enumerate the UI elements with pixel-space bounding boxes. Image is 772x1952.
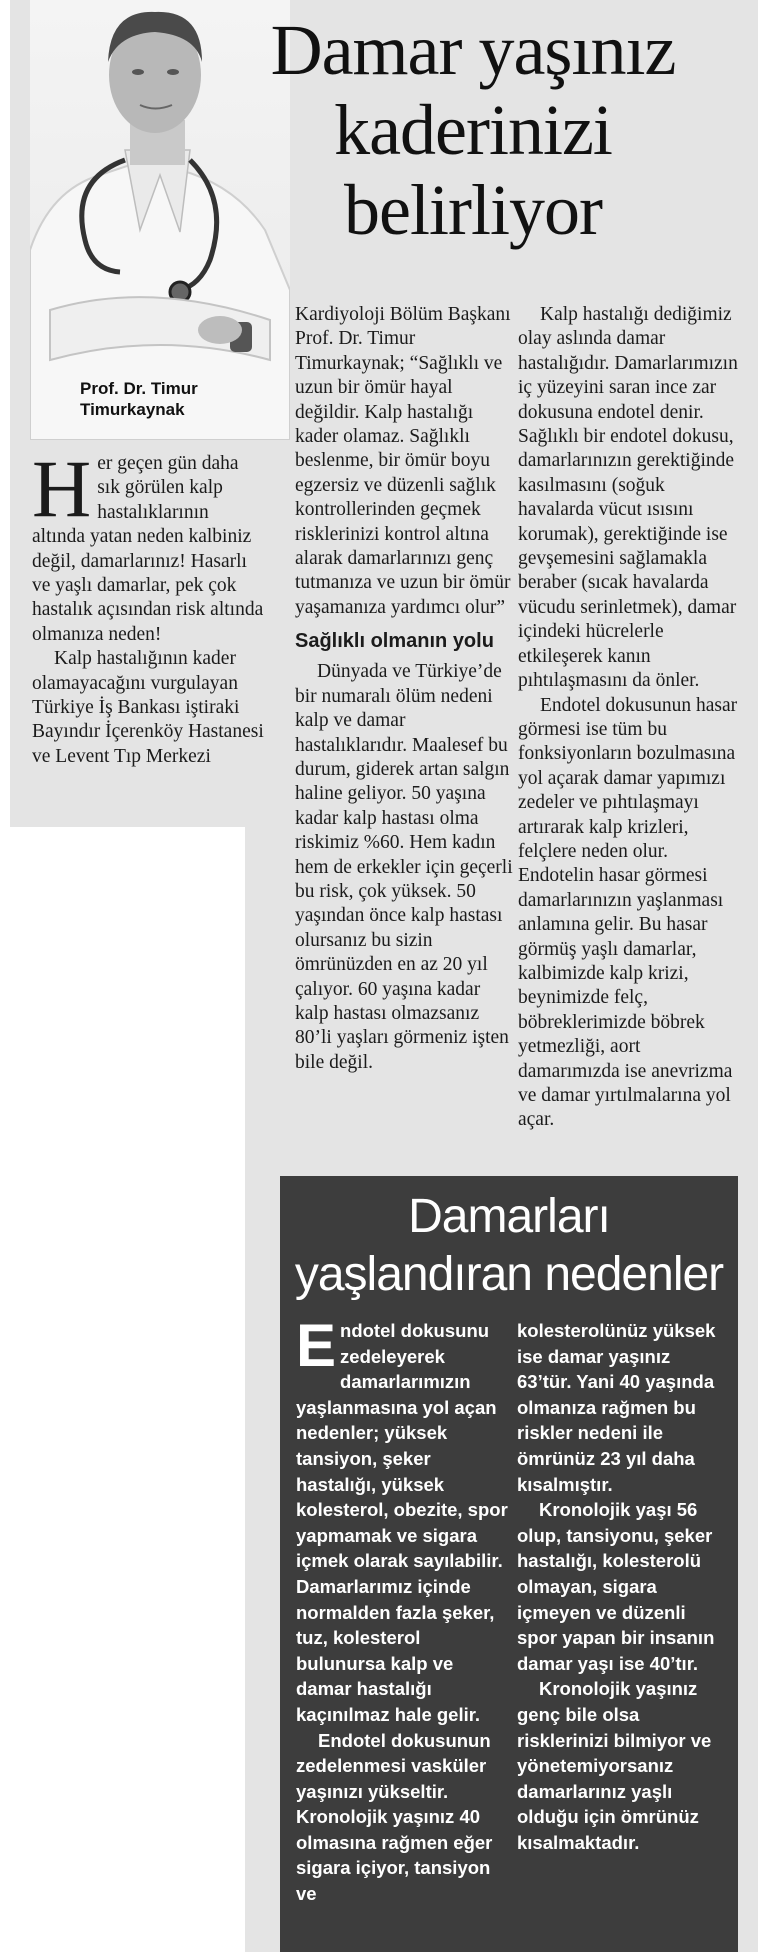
photo-caption: [80, 378, 198, 420]
paragraph: Kardiyoloji Bölüm Başkanı Prof. Dr. Timur Timurkaynak; “Sağlıklı ve uzun bir ömür hayal değildir. Kalp hastalığı kader olamaz. Sağlıklı beslenme, bir ömür boyu egzersiz ve düzenli sağlık kontrollerinden geçmek risklerinizi kontrol altına alarak damarlarınızı genç tutmanıza ve uzun bir ömür yaşamanıza yardımcı olur”: [295, 304, 511, 618]
caption-line-1: Prof. Dr. Timur: [80, 379, 198, 398]
section-subheading: Sağlıklı olmanın yolu: [295, 630, 494, 653]
sidebar-box: [280, 1176, 738, 1952]
paragraph: Endotel dokusunun zedelenmesi vasküler yaşınızı yükseltir. Kronolojik yaşınız 40 olmasına rağmen eğer sigara içiyor, tansiyon ve: [296, 1729, 493, 1905]
page-title: [188, 10, 758, 250]
article-column-2: [295, 303, 517, 1075]
paragraph: Kalp hastalığının kader olamayacağını vurgulayan Türkiye İş Bankası iştiraki Bayındır İçerenköy Hastanesi ve Levent Tıp Merkezi: [32, 648, 264, 767]
drop-cap: E: [296, 1312, 337, 1379]
paragraph-text: er geçen gün daha sık görülen kalp hastalıklarının altında yatan neden kalbiniz değil, damarlarınız! Hasarlı ve yaşlı damarlar, pek çok hastalık açısından risk altında olmanıza neden!: [32, 453, 264, 645]
box-column-1: [296, 1312, 511, 1907]
paragraph: Kronolojik yaşınız genç bile olsa risklerinizi bilmiyor ve yönetemiyorsanız damarlarınız yaşlı olduğu için ömrünüz kısalmaktadır.: [517, 1678, 712, 1853]
box-title-line-1: Damarları: [408, 1190, 610, 1243]
box-title-line-2: yaşlandıran nedenler: [294, 1248, 724, 1301]
article-column-3: [518, 303, 740, 1133]
paragraph: [32, 443, 264, 647]
caption-line-2: Timurkaynak: [80, 400, 185, 419]
paragraph: Kalp hastalığı dediğimiz olay aslında damar hastalığıdır. Damarlarımızın iç yüzeyini saran ince zar dokusuna endotel denir. Sağlıklı bir endotel dokusu, damarlarınızın gerektiğinde kasılmasını (soğuk havalarda vücut ısısını korumak), gerektiğinde ise gevşemesini sağlamakla beraber (sıcak havalarda vücudu serinletmek), damar içindeki hücrelerle etkileşerek kanın pıhtılaşmasını da önler.: [518, 304, 738, 692]
paragraph: Endotel dokusunun hasar görmesi ise tüm bu fonksiyonların bozulmasına yol açarak damar yapımızı zedeler ve pıhtılaşmayı artırarak kalp krizleri, felçlere neden olur. Endotelin hasar görmesi damarlarınızın yaşlanması anlamına gelir. Bu hasar görmüş yaşlı damarlar, kalbimizde kalp krizi, beynimizde felç, böbreklerimizde böbrek yetmezliği, aort damarımızda ise anevrizma ve damar yırtılmalarına yol açar.: [518, 694, 738, 1131]
headline-line-2: kaderinizi: [334, 90, 612, 170]
headline-line-1: Damar yaşınız: [270, 10, 676, 90]
box-column-2: [517, 1318, 727, 1855]
paragraph: kolesterolünüz yüksek ise damar yaşınız 63’tür. Yani 40 yaşında olmanıza rağmen bu riskler nedeni ile ömrünüz 23 yıl daha kısalmıştır.: [517, 1320, 716, 1495]
paragraph: [296, 1312, 511, 1728]
paragraph: Kronolojik yaşı 56 olup, tansiyonu, şeker hastalığı, kolesterolü olmayan, sigara içmeyen ve düzenli spor yapan bir insanın damar yaşı ise 40’tır.: [517, 1499, 715, 1674]
paragraph: Dünyada ve Türkiye’de bir numaralı ölüm nedeni kalp ve damar hastalıklarıdır. Maalesef bu durum, giderek artan salgın haline geliyor. 50 yaşına kadar kalp hastası olma riskimiz %60. Hem kadın hem de erkekler için geçerli bu risk, çok yüksek. 50 yaşından önce kalp hastası olursanız bu sizin ömrünüzden en az 20 yıl çalıyor. 60 yaşına kadar kalp hastası olmazsanız 80’li yaşları görmeniz işten bile değil.: [295, 661, 513, 1073]
paragraph-text: ndotel dokusunu zedeleyerek damarlarımızın yaşlanmasına yol açan nedenler; yüksek tansiyon, şeker hastalığı, yüksek kolesterol, obezite, spor yapmamak ve sigara içmek olarak sayılabilir. Damarlarımız içinde normalden fazla şeker, tuz, kolesterol bulunursa kalp ve damar hastalığı kaçınılmaz hale gelir.: [296, 1320, 508, 1725]
headline-line-3: belirliyor: [344, 170, 602, 250]
box-title: [280, 1188, 738, 1304]
drop-cap: H: [32, 443, 92, 534]
article-column-1: [32, 443, 264, 769]
